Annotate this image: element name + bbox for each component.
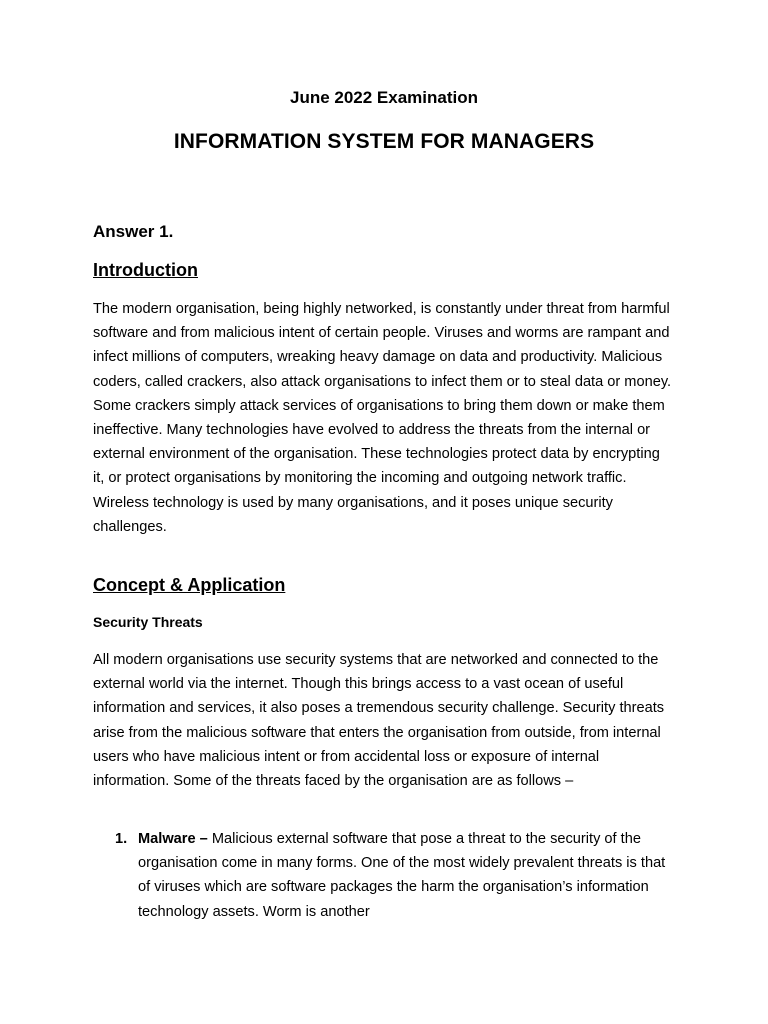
list-item — [93, 827, 675, 924]
introduction-paragraph: The modern organisation, being highly networked, is constantly under threat from harmful software and from malicious intent of certain people. Viruses and worms are rampant and infect millions of computers, wreaking heavy damage on data and productivity. Malicious coders, called crackers, also attack organisations to infect them or to steal data or money. Some crackers simply attack services of organisations to bring them down or make them ineffective. Many technologies have evolved to address the threats from the internal or external environment of the organisation. These technologies protect data by encrypting it, or protect organisations by monitoring the incoming and outgoing network traffic. Wireless technology is used by many organisations, and it poses unique security challenges. — [93, 301, 672, 535]
threat-list — [93, 827, 675, 924]
security-threats-subheading: Security Threats — [93, 614, 203, 630]
list-item-term: Malware – — [138, 831, 208, 847]
security-threats-paragraph: All modern organisations use security systems that are networked and connected to the external world via the internet. Though this brings access to a vast ocean of useful information and services, it also poses a tremendous security challenge. Security threats arise from the malicious software that enters the organisation from outside, from internal users who have malicious intent or from accidental loss or exposure of internal information. Some of the threats faced by the organisation are as follows – — [93, 652, 665, 790]
exam-date: June 2022 Examination — [289, 88, 479, 107]
answer-label: Answer 1. — [93, 222, 174, 241]
concept-application-heading: Concept & Application — [93, 575, 286, 595]
list-item-text: Malicious external software that pose a threat to the security of the organisation come in many forms. One of the most widely prevalent threats is that of viruses which are software packages the harm the organisation’s information technology assets. Worm is another — [138, 831, 666, 920]
introduction-heading: Introduction — [93, 260, 198, 280]
document-title: INFORMATION SYSTEM FOR MANAGERS — [173, 130, 595, 153]
list-item-number: 1. — [115, 831, 128, 847]
